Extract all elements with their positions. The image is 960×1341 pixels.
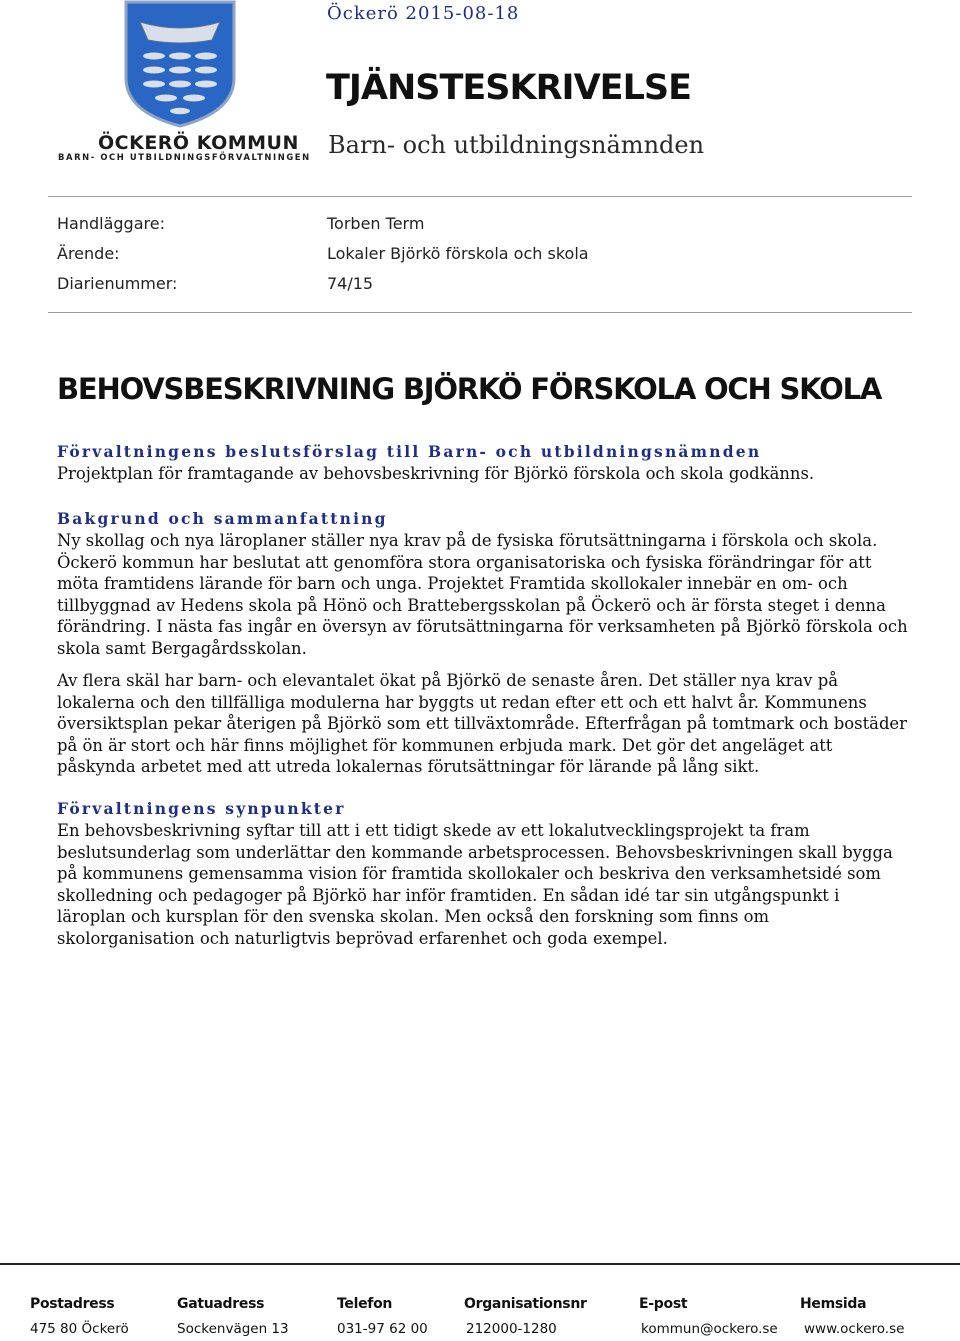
document-date: Öckerö 2015-08-18	[327, 3, 520, 24]
footer-label-street-address: Gatuadress	[177, 1296, 265, 1312]
coat-of-arms-icon	[124, 0, 236, 128]
municipality-logo	[56, 0, 311, 165]
footer-label-website: Hemsida	[800, 1296, 867, 1312]
logo-name: ÖCKERÖ KOMMUN	[98, 132, 299, 154]
section-text-background-1: Ny skollag och nya läroplaner ställer nya krav på de fysiska förutsättningarna i förskola och skola. Öckerö kommun har beslutat att genomföra stora organisatoriska och fysiska förändringar för att möta framtidens lärande för barn och unga. Projektet Framtida skollokaler innebär en om- och tillbyggnad av Hedens skola på Hönö och Brattebergsskolan på Öckerö och är första steget i denna förändring. I nästa fas ingår en översyn av förutsättningarna för verksamheten på Björkö förskola och skola samt Bergagårdsskolan.	[57, 531, 908, 658]
footer-label-email: E-post	[639, 1296, 688, 1312]
meta-label-handler: Handläggare:	[57, 214, 165, 233]
footer-label-org-number: Organisationsnr	[464, 1296, 587, 1312]
document-type-title: TJÄNSTESKRIVELSE	[326, 68, 691, 108]
meta-value-handler: Torben Term	[327, 214, 425, 233]
meta-value-diary-number: 74/15	[327, 274, 374, 293]
meta-label-diary-number: Diarienummer:	[57, 274, 178, 293]
footer-value-street-address: Sockenvägen 13	[177, 1321, 289, 1337]
section-text-background-2: Av flera skäl har barn- och elevantalet ökat på Björkö de senaste åren. Det ställer nya krav på lokalerna och den tillfälliga modulerna har byggts ut redan efter ett och ett halvt år. Kommunens översiktsplan pekar återigen på Björkö som ett tillväxtområde. Efterfrågan på tomtmark och bostäder på ön är stort och här finns möjlighet för kommunen erbjuda mark. Det gör det angeläget att påskynda arbetet med att utreda lokalernas förutsättningar för lärande på lång sikt.	[57, 671, 907, 776]
section-text-viewpoints: En behovsbeskrivning syftar till att i ett tidigt skede av ett lokalutvecklingsprojekt ta fram beslutsunderlag som underlättar den kommande arbetsprocessen. Behovsbeskrivningen skall bygga på kommunens gemensamma vision för framtida skollokaler och beskriva den verksamhetsidé som skolledning och pedagoger på Björkö har inför framtiden. En sådan idé tar sin utgångspunkt i läroplan och kursplan för den svenska skolan. Men också den forskning som finns om skolorganisation och naturligtvis beprövad erfarenhet och goda exempel.	[57, 821, 893, 948]
department-name: Barn- och utbildningsnämnden	[328, 131, 705, 159]
divider	[48, 312, 912, 313]
footer-label-postal-address: Postadress	[30, 1296, 115, 1312]
main-heading: BEHOVSBESKRIVNING BJÖRKÖ FÖRSKOLA OCH SKOLA	[57, 372, 882, 406]
footer-value-org-number: 212000-1280	[466, 1321, 557, 1337]
section-title-viewpoints: Förvaltningens synpunkter	[57, 799, 346, 818]
footer-value-postal-address: 475 80 Öckerö	[30, 1321, 129, 1337]
section-title-proposal: Förvaltningens beslutsförslag till Barn- och utbildningsnämnden	[57, 442, 762, 461]
meta-label-case: Ärende:	[57, 244, 120, 263]
footer-value-phone: 031-97 62 00	[337, 1321, 428, 1337]
divider	[48, 196, 912, 197]
logo-subtitle: BARN- OCH UTBILDNINGSFÖRVALTNINGEN	[58, 152, 311, 162]
section-title-background: Bakgrund och sammanfattning	[57, 509, 388, 528]
section-text-proposal: Projektplan för framtagande av behovsbeskrivning för Björkö förskola och skola godkänns.	[57, 464, 815, 483]
footer-value-website[interactable]: www.ockero.se	[804, 1321, 905, 1337]
footer-value-email[interactable]: kommun@ockero.se	[641, 1321, 778, 1337]
meta-value-case: Lokaler Björkö förskola och skola	[327, 244, 589, 263]
footer-divider	[0, 1263, 960, 1265]
footer-label-phone: Telefon	[337, 1296, 393, 1312]
